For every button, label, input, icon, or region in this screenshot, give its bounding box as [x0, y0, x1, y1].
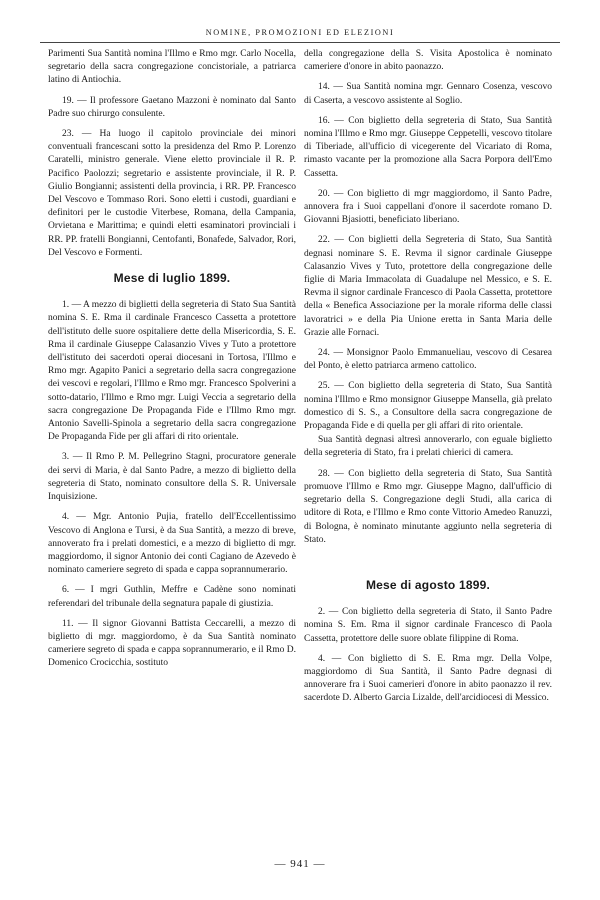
header-rule — [40, 42, 560, 43]
right-column — [304, 48, 552, 713]
paragraph: della congregazione della S. Visita Apostolica è nominato cameriere d'onore in abito paonazzo. — [304, 49, 552, 73]
paragraph: 24. — Monsignor Paolo Emmanueliau, vescovo di Cesarea del Ponto, è eletto patriarca armeno cattolico. — [304, 348, 552, 372]
left-column — [48, 48, 296, 678]
paragraph: 23. — Ha luogo il capitolo provinciale dei minori conventuali francescani sotto la presidenza del Rmo P. Lorenzo Caratelli, ministro generale. Viene eletto provinciale il R. P. Pacifico Paolozzi; segretario e assistente provinciale, il R. P. Giulio Bongianni; assistenti della provincia, i RR. PP. Francesco Del Vescovo e Tommaso Rori. Sono eletti i custodi, guardiani e definitori per le custodie Viterbese, Romana, della Campania, Orvietana e Marittima; e quindi eletti esaminatori provinciali i RR. PP. fratelli Bongianni, Centofanti, Bonafede, Salvador, Rori, Del Vescovo e Formenti. — [48, 129, 296, 258]
paragraph: 25. — Con biglietto della segreteria di Stato, Sua Santità nomina l'Illmo e Rmo monsignor Giuseppe Mansella, già prelato domestico di S. S., a Consultore della sacra congregazione de Propaganda Fide e di quella per gli affari di rito orientale. — [304, 381, 552, 432]
paragraph: 4. — Mgr. Antonio Pujia, fratello dell'Eccellentissimo Vescovo di Anglona e Tursi, è da Sua Santità, a mezzo di breve, annoverato fra i prelati domestici, e a mezzo di biglietto di mgr. maggiordomo, il signor Antonio dei conti Cagiano de Azevedo è nominato cameriere segreto di spada e cappa soprannumerario. — [48, 512, 296, 576]
section-heading-july: Mese di luglio 1899. — [113, 271, 231, 286]
paragraph: 14. — Sua Santità nomina mgr. Gennaro Cosenza, vescovo di Caserta, a vescovo assistente al Soglio. — [304, 82, 552, 106]
paragraph: 16. — Con biglietto della segreteria di Stato, Sua Santità nomina l'Illmo e Rmo mgr. Giuseppe Ceppetelli, vescovo titolare di Tiberiade, all'ufficio di vicegerente del Vicariato di Roma, rimasto vacante per la promozione alla Sacra Porpora dell'Emo Cassetta. — [304, 115, 552, 179]
paragraph: Sua Santità degnasi altresì annoverarlo, con eguale biglietto della segreteria di Stato, fra i prelati chierici di camera. — [304, 435, 552, 459]
paragraph: 28. — Con biglietto della segreteria di Stato, Sua Santità promuove l'Illmo e Rmo mgr. Giuseppe Magno, dall'ufficio di segretario della S. Congregazione degli Studi, alla carica di uditore di Rota, e l'Illmo e Rmo conte Vittorio Amedeo Ranuzzi, di Bologna, è nominato minutante aggiunto nella segreteria di Stato. — [304, 468, 552, 545]
paragraph: Parimenti Sua Santità nomina l'Illmo e Rmo mgr. Carlo Nocella, segretario della sacra congregazione concistoriale, a patriarca latino di Antiochia. — [48, 49, 296, 86]
paragraph: 22. — Con biglietti della Segreteria di Stato, Sua Santità degnasi nominare S. E. Revma il signor cardinale Giuseppe Calasanzio Vives y Tuto, protettore della congregazione delle figlie di Maria Immacolata di Guadalupe nel Messico, e S. E. Revma il signor cardinale Francesco di Paola Cassetta, protettore della « Benefica Associazione per la morale riforma delle classi lavoratrici » e della Pia Unione eretta in Santa Maria delle Grazie alle Fornaci. — [304, 235, 552, 338]
paragraph: 3. — Il Rmo P. M. Pellegrino Stagni, procuratore generale dei servi di Maria, è dal Santo Padre, a mezzo di biglietto della segreteria di Stato, nominato consultore della S. R. Universale Inquisizione. — [48, 452, 296, 503]
paragraph: 1. — A mezzo di biglietti della segreteria di Stato Sua Santità nomina S. E. Rma il cardinale Francesco Cassetta a protettore dell'istituto delle suore ospitaliere dette della Misericordia, S. E. Rma il cardinale Giuseppe Calasanzio Vives y Tuto a protettore dell'istituto dei sacerdoti operai diocesani in Tortosa, l'Illmo e Rmo mgr. Agapito Panici a segretario della sacra congregazione dei vescovi e regolari, l'Illmo e Rmo mgr. Francesco Spolverini a sotto-datario, l'Illmo e Rmo mgr. Luigi Veccia a segretario della sacra congregazione De Propaganda Fide e l'Illmo Rmo mgr. Antonio Savelli-Spinola a segretario della sacra congregazione De Propaganda Fide per gli affari di rito orientale. — [48, 300, 296, 443]
paragraph: 4. — Con biglietto di S. E. Rma mgr. Della Volpe, maggiordomo di Sua Santità, il Santo Padre degnasi di annoverare fra i Suoi camerieri d'onore in abito paonazzo il rev. sacerdote D. Alberto Garcia Lizalde, dell'arcidiocesi di Messico. — [304, 653, 552, 704]
paragraph: 2. — Con biglietto della segreteria di Stato, il Santo Padre nomina S. Em. Rma il signor cardinale Francesco di Paola Cassetta, protettore delle suore oblate filippine di Roma. — [304, 607, 552, 644]
paragraph: 20. — Con biglietto di mgr maggiordomo, il Santo Padre, annovera fra i Suoi cappellani d'onore il sacerdote romano D. Giovanni Bjasiotti, beneficiato liberiano. — [304, 188, 552, 226]
page-number: — 941 — — [274, 858, 326, 870]
section-heading-august: Mese di agosto 1899. — [365, 577, 491, 592]
running-head: NOMINE, PROMOZIONI ED ELEZIONI — [205, 28, 395, 37]
paragraph: 19. — Il professore Gaetano Mazzoni è nominato dal Santo Padre suo chirurgo consulente. — [48, 95, 296, 119]
paragraph: 6. — I mgri Guthlin, Meffre e Cadène sono nominati referendari del tribunale della segnatura papale di giustizia. — [48, 585, 296, 609]
paragraph: 11. — Il signor Giovanni Battista Ceccarelli, a mezzo di biglietto di mgr. maggiordomo, è da Sua Santità nominato cameriere segreto di spada e cappa soprannumerario, e il Rmo D. Domenico Crocicchia, sostituto — [48, 618, 296, 669]
